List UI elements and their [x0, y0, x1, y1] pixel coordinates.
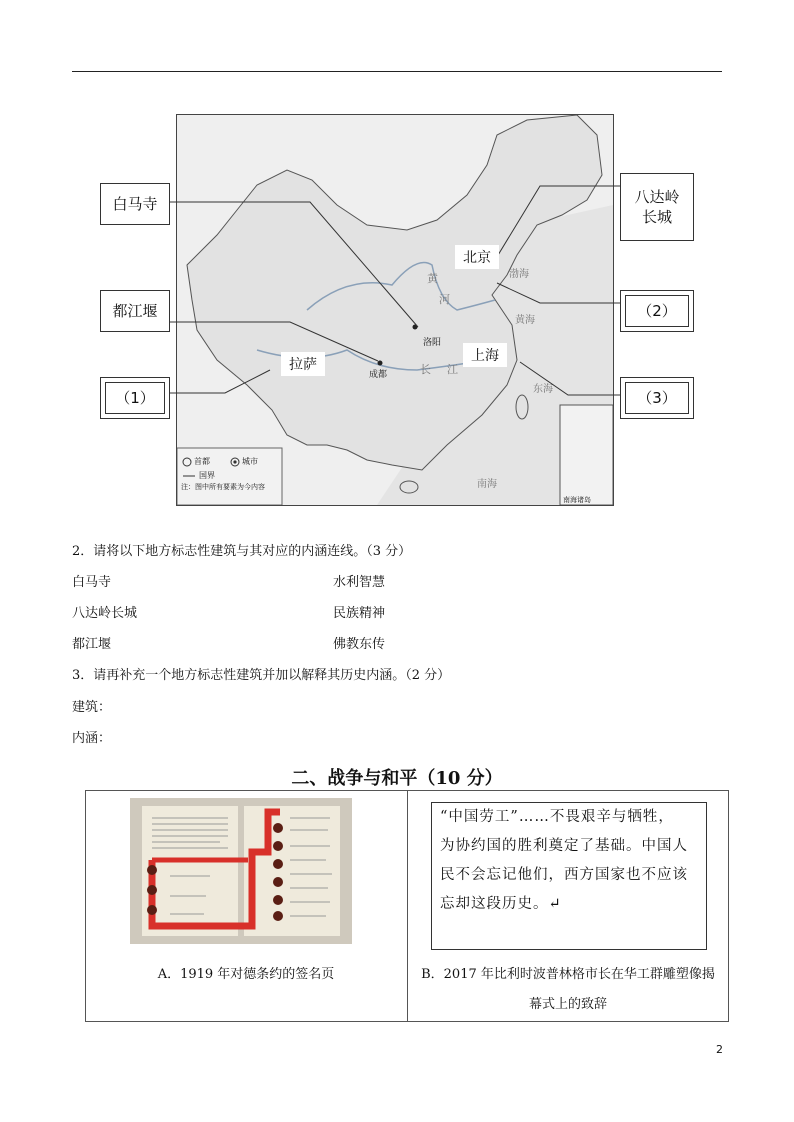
q3-meaning-label: 内涵： [72, 731, 112, 746]
quote-line: 民不会忘记他们，西方国家也不应该 [440, 867, 688, 883]
inset-label: 南海诸岛 [563, 496, 591, 504]
q2-left-2: 八达岭长城 [72, 606, 138, 621]
lhasa-label: 拉萨 [281, 352, 325, 376]
nanhai-label: 南海 [477, 479, 497, 490]
blank-1-label: （1） [105, 382, 165, 414]
bohai-label: 渤海 [509, 269, 529, 280]
treaty-image [130, 798, 352, 944]
he-label: 河 [439, 293, 450, 306]
q3-prompt: 3．请再补充一个地方标志性建筑并加以解释其历史内涵。（2 分） [72, 668, 451, 683]
q2-left-1: 白马寺 [72, 575, 112, 590]
huanghai-label: 黄海 [515, 315, 535, 326]
huang-label: 黄 [427, 272, 438, 285]
legend-note: 注：图中所有要素为今内容 [181, 483, 265, 491]
q2-right-2: 民族精神 [333, 606, 386, 621]
caption-b-line1: B．2017 年比利时波普林格市长在华工群雕塑像揭 [421, 967, 715, 982]
box-blank-2 [620, 290, 694, 332]
box-blank-3 [620, 377, 694, 419]
legend-city: 城市 [242, 457, 258, 466]
q2-right-3: 佛教东传 [333, 637, 386, 652]
box-badaling: 八达岭 长城 [620, 173, 694, 241]
luoyang-label: 洛阳 [423, 338, 442, 348]
caption-a: A．1919 年对德条约的签名页 [157, 967, 335, 982]
legend-border: 国界 [199, 471, 215, 480]
blank-3-label: （3） [625, 382, 689, 414]
donghai-label: 东海 [533, 384, 553, 395]
quote-box [431, 802, 707, 950]
page-number: 2 [716, 1043, 723, 1056]
q2-prompt: 2．请将以下地方标志性建筑与其对应的内涵连线。（3 分） [72, 544, 412, 559]
quote-line: “中国劳工”……不畏艰辛与牺牲， [440, 809, 674, 825]
connector-lines [0, 0, 794, 520]
caption-b-line2: 幕式上的致辞 [528, 997, 607, 1012]
legend-capital: 首都 [194, 457, 210, 466]
quote-line: 为协约国的胜利奠定了基础。中国人 [440, 838, 688, 854]
q2-left-3: 都江堰 [72, 637, 112, 652]
q3-building-label: 建筑： [72, 700, 112, 715]
box-baimasi: 白马寺 [100, 183, 170, 225]
q2-right-1: 水利智慧 [333, 575, 386, 590]
box-dujiangyan: 都江堰 [100, 290, 170, 332]
box-blank-1 [100, 377, 170, 419]
beijing-label: 北京 [455, 245, 499, 269]
section-title: 二、战争与和平（10 分） [291, 768, 503, 789]
jiang-label: 江 [447, 363, 458, 376]
quote-line: 忘却这段历史。↵ [440, 896, 562, 912]
chengdu-label: 成都 [369, 370, 388, 380]
blank-2-label: （2） [625, 295, 689, 327]
shanghai-label: 上海 [463, 343, 507, 367]
chang-label: 长 [420, 363, 431, 376]
